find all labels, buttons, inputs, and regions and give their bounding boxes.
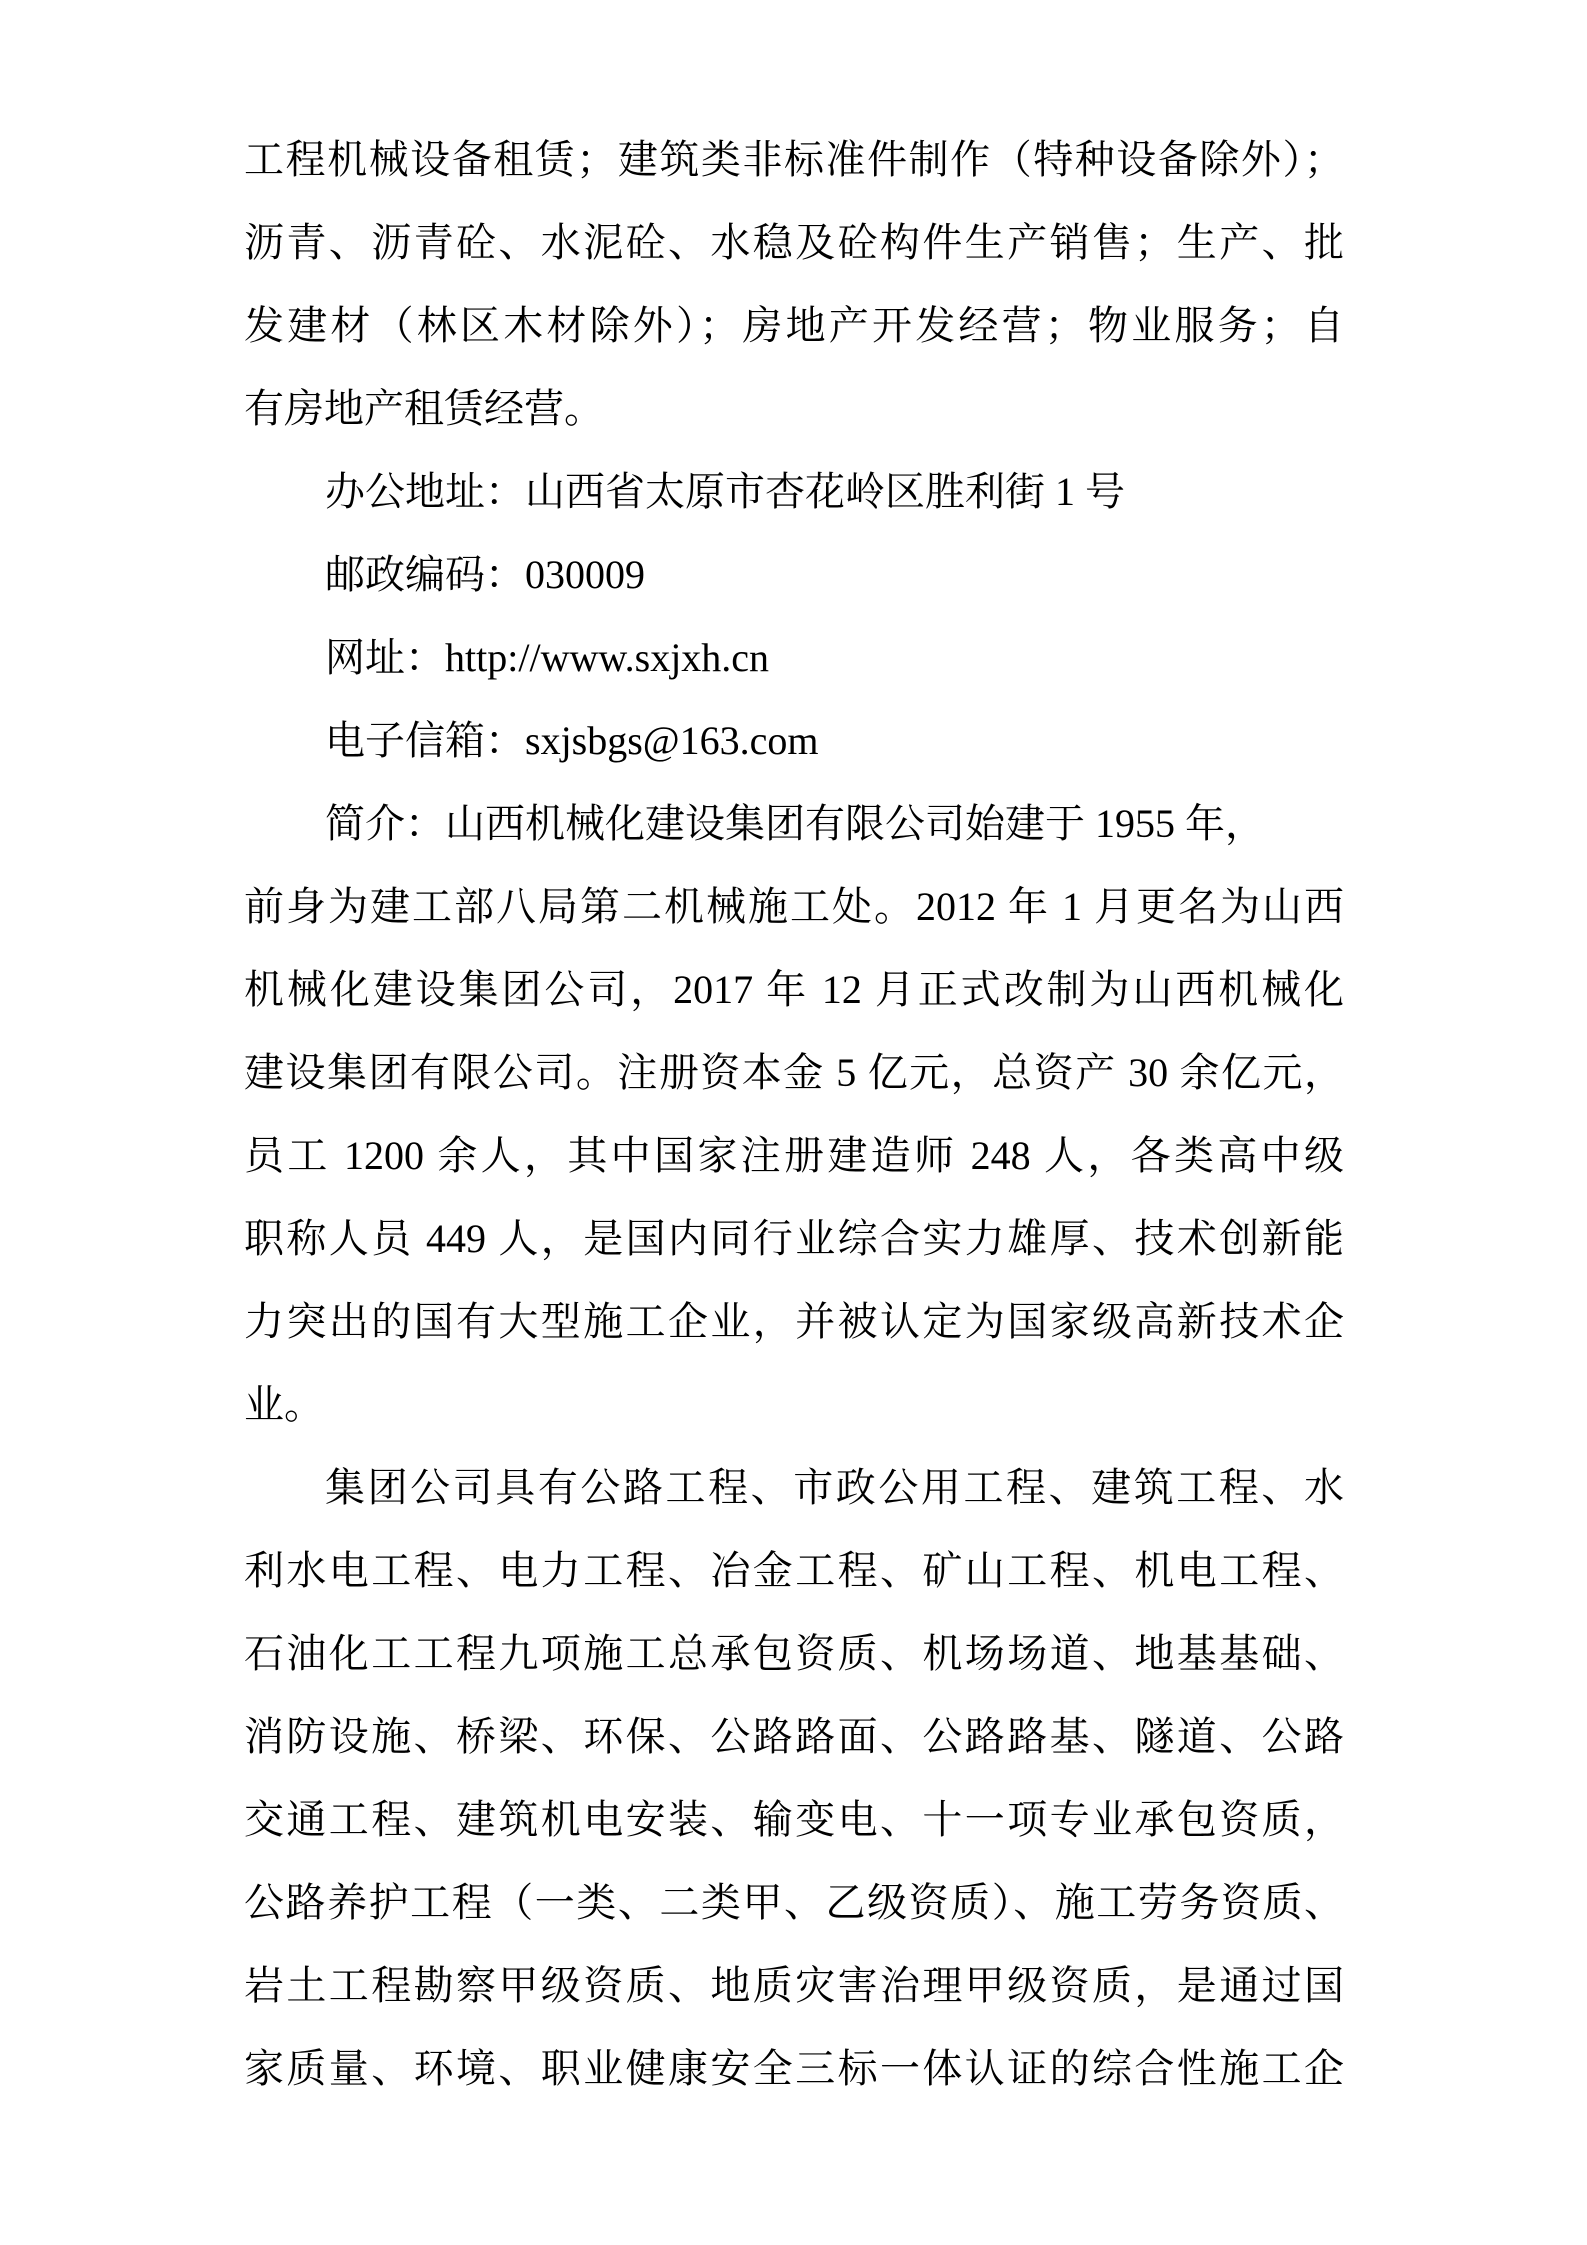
- text-line: 办公地址：山西省太原市杏花岭区胜利街 1 号: [325, 469, 1125, 514]
- text-line: 邮政编码：030009: [325, 552, 645, 597]
- text-line: 建设集团有限公司。注册资本金 5 亿元，总资产 30 余亿元，: [244, 1050, 1344, 1095]
- text-line: 职称人员 449 人，是国内同行业综合实力雄厚、技术创新能: [244, 1216, 1344, 1261]
- text-line: 消防设施、桥梁、环保、公路路面、公路路基、隧道、公路: [244, 1714, 1344, 1759]
- text-line: 力突出的国有大型施工企业，并被认定为国家级高新技术企: [244, 1299, 1344, 1344]
- text-line: 机械化建设集团公司，2017 年 12 月正式改制为山西机械化: [244, 967, 1344, 1012]
- text-line: 集团公司具有公路工程、市政公用工程、建筑工程、水: [325, 1465, 1344, 1510]
- text-line: 业。: [244, 1382, 324, 1427]
- text-line: 利水电工程、电力工程、冶金工程、矿山工程、机电工程、: [244, 1548, 1344, 1593]
- text-line: 员工 1200 余人，其中国家注册建造师 248 人，各类高中级: [244, 1133, 1344, 1178]
- text-line: 简介：山西机械化建设集团有限公司始建于 1955 年，: [325, 801, 1265, 846]
- text-line: 岩土工程勘察甲级资质、地质灾害治理甲级资质，是通过国: [244, 1963, 1344, 2008]
- text-line: 石油化工工程九项施工总承包资质、机场场道、地基基础、: [244, 1631, 1344, 1676]
- text-line: 有房地产租赁经营。: [244, 386, 604, 431]
- document-body: [244, 118, 1344, 2110]
- text-line: 沥青、沥青砼、水泥砼、水稳及砼构件生产销售；生产、批: [244, 220, 1344, 265]
- text-line: 发建材（林区木材除外）；房地产开发经营；物业服务；自: [244, 303, 1344, 348]
- text-line: 交通工程、建筑机电安装、输变电、十一项专业承包资质，: [244, 1797, 1344, 1842]
- text-line: 网址：http://www.sxjxh.cn: [325, 635, 770, 680]
- text-line: 电子信箱：sxjsbgs@163.com: [325, 718, 819, 763]
- text-line: 公路养护工程（一类、二类甲、乙级资质）、施工劳务资质、: [244, 1880, 1344, 1925]
- text-line: 工程机械设备租赁；建筑类非标准件制作（特种设备除外）；: [244, 137, 1344, 182]
- text-line: 家质量、环境、职业健康安全三标一体认证的综合性施工企: [244, 2046, 1344, 2091]
- text-line: 前身为建工部八局第二机械施工处。2012 年 1 月更名为山西: [244, 884, 1344, 929]
